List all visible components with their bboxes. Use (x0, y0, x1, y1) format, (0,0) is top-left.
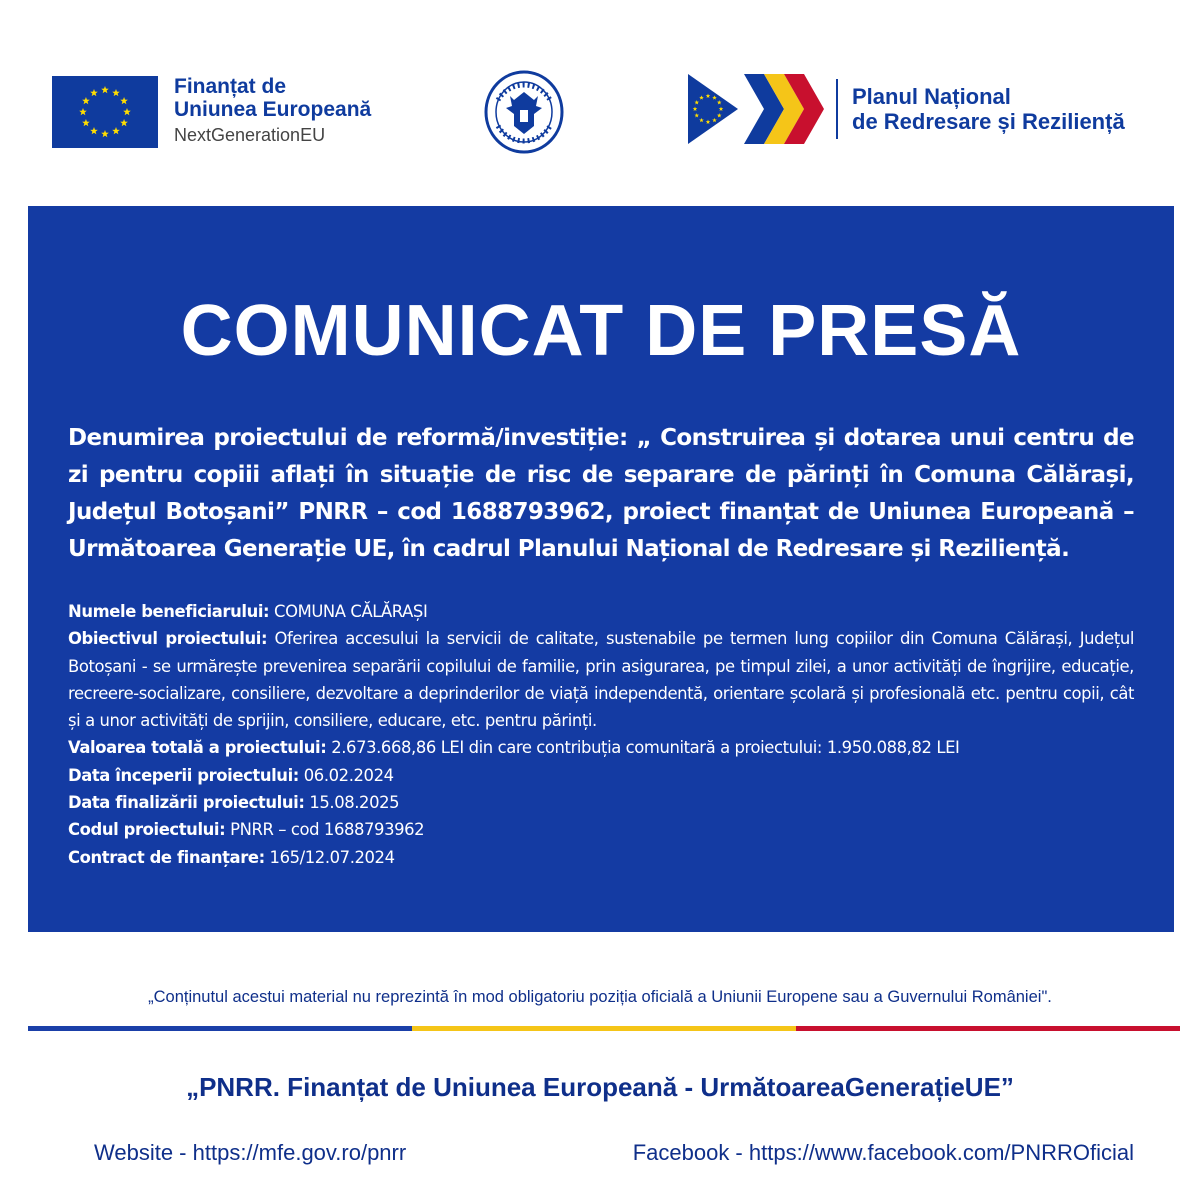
detail-label: Valoarea totală a proiectului: (68, 738, 327, 758)
eu-funding-line1: Finanțat de (174, 75, 287, 98)
eu-funding-line2: Uniunea Europeană (174, 98, 372, 121)
website-link[interactable]: Website - https://mfe.gov.ro/pnrr (94, 1140, 407, 1165)
detail-row (68, 598, 1134, 625)
detail-row (68, 734, 1134, 761)
disclaimer-text: „Conținutul acestui material nu reprezintă în mod obligatoriu poziția oficială a Uniunii Europene sau a Guvernului României". (148, 988, 1052, 1006)
detail-value: PNRR – cod 1688793962 (225, 820, 425, 840)
pnrr-line2: de Redresare și Reziliență (852, 109, 1125, 134)
page-title: COMUNICAT DE PRESĂ (180, 291, 1022, 371)
detail-label: Data finalizării proiectului: (68, 793, 305, 813)
project-details (68, 598, 1134, 871)
tricolor-divider (28, 1026, 1180, 1031)
detail-value: 2.673.668,86 LEI din care contribuția comunitară a proiectului: 1.950.088,82 LEI (326, 738, 960, 758)
pnrr-text (852, 84, 1125, 135)
pnrr-divider (836, 79, 838, 139)
footer-links (94, 1140, 1134, 1166)
detail-value: 15.08.2025 (304, 793, 400, 813)
pnrr-logo-block (688, 72, 1125, 146)
detail-value: 165/12.07.2024 (264, 847, 395, 867)
press-release-panel (28, 206, 1174, 932)
pnrr-arrows-icon (688, 72, 828, 146)
pnrr-line1: Planul Național (852, 83, 1011, 109)
eu-funding-line3: NextGenerationEU (174, 125, 326, 145)
detail-value: Oferirea accesului la servicii de calitate, sustenabile pe termen lung copiilor din Comuna Călărași, Județul Botoșani - se urmărește prevenirea separării copilului de familie, prin asigurarea, pe timpul zilei, a unor activități de îngrijire, educație, recreere-socializare, consiliere, dezvoltare a deprinderilor de viață independentă, orientare școlară și profesională etc. pentru copii, cât și a unor activități de sprijin, consiliere, educare, etc. pentru părinți. (68, 629, 1134, 731)
project-description: Denumirea proiectului de reformă/investiție: „ Construirea și dotarea unui centru de zi pentru copiii aflați în situație de risc de separare de părinți în Comuna Călărași, Județul Botoșani” PNRR – cod 1688793962, proiect finanțat de Uniunea Europeană – Următoarea Generație UE, în cadrul Planului Național de Redresare și Reziliență. (68, 425, 1134, 562)
detail-label: Codul proiectului: (68, 820, 226, 840)
detail-label: Obiectivul proiectului: (68, 629, 268, 649)
facebook-link[interactable]: Facebook - https://www.facebook.com/PNRROficial (632, 1140, 1134, 1165)
detail-value: 06.02.2024 (298, 765, 394, 785)
detail-row (68, 762, 1134, 789)
detail-row (68, 844, 1134, 871)
detail-value: COMUNA CĂLĂRAȘI (269, 602, 428, 621)
eu-funding-logo (52, 76, 371, 148)
eu-flag-icon (52, 76, 158, 148)
detail-row (68, 625, 1134, 734)
detail-label: Numele beneficiarului: (68, 602, 270, 621)
government-seal-icon (484, 70, 564, 154)
detail-row (68, 816, 1134, 843)
detail-row (68, 789, 1134, 816)
slogan: „PNRR. Finanțat de Uniunea Europeană - UrmătoareaGenerațieUE” (186, 1072, 1014, 1102)
eu-funding-text (174, 76, 371, 144)
detail-label: Contract de finanțare: (68, 847, 265, 867)
detail-label: Data începerii proiectului: (68, 765, 299, 785)
